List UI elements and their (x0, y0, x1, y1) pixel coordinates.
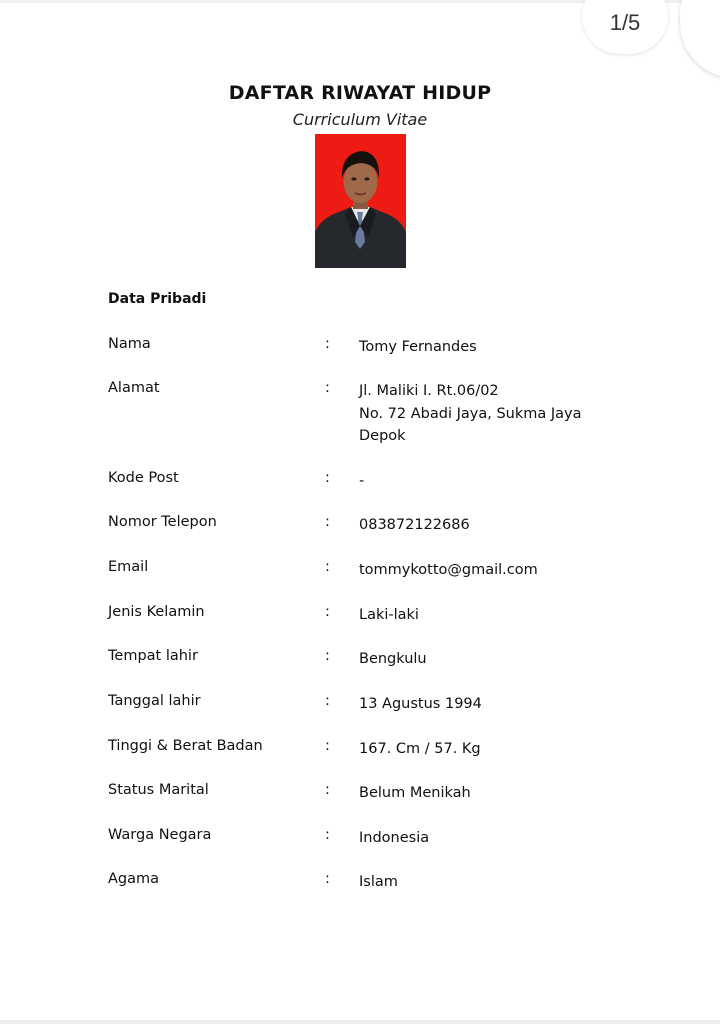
field-value-line: No. 72 Abadi Jaya, Sukma Jaya (359, 405, 582, 422)
field-value (359, 604, 419, 627)
field-separator: : (325, 470, 330, 486)
field-label: Agama (108, 871, 160, 887)
field-value (359, 871, 398, 894)
field-label: Tinggi & Berat Badan (108, 738, 263, 754)
field-value-line: Indonesia (359, 830, 430, 846)
field-value (359, 827, 429, 850)
field-separator: : (325, 559, 330, 575)
field-value (359, 380, 581, 448)
field-value-line: Depok (359, 428, 406, 444)
field-label: Tempat lahir (108, 648, 198, 664)
floating-action-button[interactable] (680, 0, 720, 78)
page-counter: 1/5 (582, 0, 668, 54)
field-separator: : (325, 827, 330, 843)
field-separator: : (325, 738, 330, 754)
field-value (359, 782, 471, 805)
field-value-line: Belum Menikah (359, 785, 471, 801)
field-value-line: Bengkulu (359, 651, 427, 667)
field-separator: : (325, 514, 330, 530)
field-label: Jenis Kelamin (108, 604, 205, 620)
field-separator: : (325, 380, 330, 396)
field-value (359, 559, 538, 582)
field-separator: : (325, 871, 330, 887)
section-title-data-pribadi: Data Pribadi (108, 291, 207, 307)
field-separator: : (325, 336, 330, 352)
field-value (359, 514, 470, 537)
field-value-line: Islam (359, 874, 398, 890)
field-label: Alamat (108, 380, 160, 396)
field-label: Kode Post (108, 470, 179, 486)
profile-photo (315, 134, 406, 268)
field-separator: : (325, 604, 330, 620)
document-subtitle: Curriculum Vitae (292, 110, 428, 129)
field-label: Warga Negara (108, 827, 212, 843)
field-value-line: tommykotto@gmail.com (359, 562, 538, 578)
field-value-line: 13 Agustus 1994 (359, 696, 482, 712)
field-value (359, 648, 427, 671)
field-value-line: Jl. Maliki I. Rt.06/02 (359, 383, 499, 399)
document-title: DAFTAR RIWAYAT HIDUP (228, 82, 492, 104)
field-value (359, 738, 481, 761)
field-value-line: 083872122686 (359, 517, 470, 533)
field-value (359, 336, 477, 359)
field-value-line: - (359, 473, 365, 489)
field-label: Status Marital (108, 782, 209, 798)
field-value-line: Laki-laki (359, 607, 419, 623)
field-label: Tanggal lahir (108, 693, 201, 709)
field-value (359, 470, 364, 493)
field-value-line: 167. Cm / 57. Kg (359, 741, 481, 757)
field-separator: : (325, 782, 330, 798)
field-value-line: Tomy Fernandes (359, 339, 477, 355)
field-separator: : (325, 693, 330, 709)
field-label: Nama (108, 336, 151, 352)
field-value (359, 693, 482, 716)
bottom-edge (0, 1020, 720, 1024)
field-separator: : (325, 648, 330, 664)
field-label: Email (108, 559, 149, 575)
field-label: Nomor Telepon (108, 514, 217, 530)
